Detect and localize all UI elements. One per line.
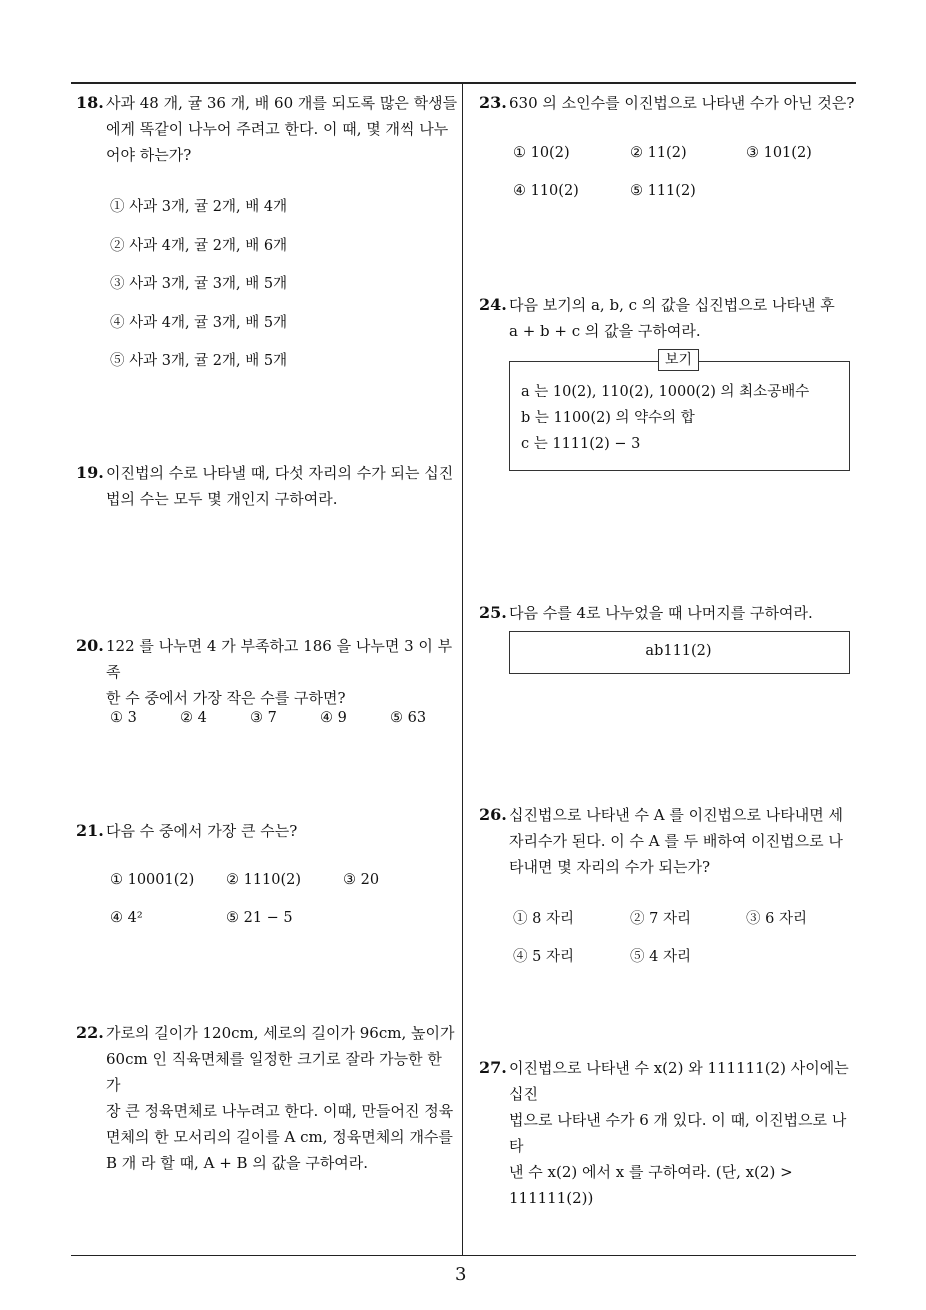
question-number: 26. (479, 805, 507, 824)
question-text-line: 십진법으로 나타낸 수 A 를 이진법으로 나타내면 세 (509, 806, 844, 824)
option-3[interactable]: ③ 20 (343, 872, 380, 888)
option-2[interactable]: ② 1110(2) (226, 872, 302, 888)
question-text-line: a + b + c 의 값을 구하여라. (509, 322, 701, 340)
column-divider (462, 82, 463, 1256)
question-number: 18. (76, 93, 104, 112)
option-2[interactable]: ② 사과 4개, 귤 2개, 배 6개 (110, 238, 288, 254)
option-2[interactable]: ② 4 (180, 710, 207, 726)
question-text-line: 630 의 소인수를 이진법으로 나타낸 수가 아닌 것은? (509, 94, 855, 112)
question-text-line: 다음 수를 4로 나누었을 때 나머지를 구하여라. (509, 604, 813, 622)
option-5[interactable]: ⑤ 21 − 5 (226, 910, 293, 926)
question-22 (76, 1020, 458, 1176)
option-2[interactable]: ② 11(2) (630, 145, 687, 161)
question-27 (479, 1055, 859, 1211)
expression-text: ab111(2) (645, 643, 712, 659)
example-line-c: c 는 1111(2) − 3 (521, 436, 641, 452)
question-number: 20. (76, 636, 104, 655)
page-number: 3 (455, 1264, 467, 1285)
question-text-line: 이진법의 수로 나타낼 때, 다섯 자리의 수가 되는 십진 (106, 464, 454, 482)
question-number: 24. (479, 295, 507, 314)
question-text-line: 사과 48 개, 귤 36 개, 배 60 개를 되도록 많은 학생들 (106, 94, 458, 112)
example-line-b: b 는 1100(2) 의 약수의 합 (521, 410, 695, 426)
question-text-line: 이진법으로 나타낸 수 x(2) 와 111111(2) 사이에는 십진 (509, 1059, 849, 1103)
question-number: 27. (479, 1058, 507, 1077)
question-text-line: 122 를 나누면 4 가 부족하고 186 을 나누면 3 이 부족 (106, 637, 453, 681)
question-18 (76, 90, 458, 168)
option-5[interactable]: ⑤ 4 자리 (630, 949, 691, 965)
question-text-line: 60cm 인 직육면체를 일정한 크기로 잘라 가능한 한 가 (106, 1050, 442, 1094)
question-25 (479, 600, 859, 626)
option-3[interactable]: ③ 6 자리 (746, 911, 807, 927)
option-4[interactable]: ④ 사과 4개, 귤 3개, 배 5개 (110, 315, 288, 331)
question-20 (76, 633, 458, 711)
question-text-line: 에게 똑같이 나누어 주려고 한다. 이 때, 몇 개씩 나누 (106, 120, 449, 138)
question-text-line: 한 수 중에서 가장 작은 수를 구하면? (106, 689, 346, 707)
bottom-rule (71, 1255, 856, 1256)
question-number: 22. (76, 1023, 104, 1042)
question-text-line: 타내면 몇 자리의 수가 되는가? (509, 858, 710, 876)
question-19 (76, 460, 458, 512)
option-5[interactable]: ⑤ 63 (390, 710, 427, 726)
option-5[interactable]: ⑤ 사과 3개, 귤 2개, 배 5개 (110, 353, 288, 369)
option-3[interactable]: ③ 사과 3개, 귤 3개, 배 5개 (110, 276, 288, 292)
question-text-line: 다음 수 중에서 가장 큰 수는? (106, 822, 298, 840)
question-text-line: 어야 하는가? (106, 146, 192, 164)
question-text-line: 낸 수 x(2) 에서 x 를 구하여라. (단, x(2) > 111111(2)) (509, 1163, 793, 1207)
top-rule (71, 82, 856, 84)
option-4[interactable]: ④ 5 자리 (513, 949, 574, 965)
option-4[interactable]: ④ 4² (110, 910, 143, 926)
option-3[interactable]: ③ 101(2) (746, 145, 812, 161)
question-number: 19. (76, 463, 104, 482)
question-text-line: 자리수가 된다. 이 수 A 를 두 배하여 이진법으로 나 (509, 832, 843, 850)
question-number: 25. (479, 603, 507, 622)
question-23 (479, 90, 859, 116)
option-2[interactable]: ② 7 자리 (630, 911, 691, 927)
option-1[interactable]: ① 사과 3개, 귤 2개, 배 4개 (110, 199, 288, 215)
question-text-line: 법의 수는 모두 몇 개인지 구하여라. (106, 490, 338, 508)
question-text-line: 면체의 한 모서리의 길이를 A cm, 정육면체의 개수를 (106, 1128, 453, 1146)
question-text-line: 다음 보기의 a, b, c 의 값을 십진법으로 나타낸 후 (509, 296, 835, 314)
question-26 (479, 802, 859, 880)
option-4[interactable]: ④ 9 (320, 710, 347, 726)
question-24 (479, 292, 859, 344)
question-number: 23. (479, 93, 507, 112)
option-5[interactable]: ⑤ 111(2) (630, 183, 696, 199)
option-1[interactable]: ① 8 자리 (513, 911, 574, 927)
question-21 (76, 818, 458, 844)
question-text-line: 장 큰 정육면체로 나누려고 한다. 이때, 만들어진 정육 (106, 1102, 454, 1120)
question-text-line: B 개 라 할 때, A + B 의 값을 구하여라. (106, 1154, 369, 1172)
example-line-a: a 는 10(2), 110(2), 1000(2) 의 최소공배수 (521, 384, 810, 400)
option-1[interactable]: ① 3 (110, 710, 137, 726)
example-box-tag: 보기 (658, 349, 699, 371)
option-3[interactable]: ③ 7 (250, 710, 277, 726)
question-text-line: 법으로 나타낸 수가 6 개 있다. 이 때, 이진법으로 나타 (509, 1111, 847, 1155)
option-1[interactable]: ① 10(2) (513, 145, 570, 161)
question-text-line: 가로의 길이가 120cm, 세로의 길이가 96cm, 높이가 (106, 1024, 455, 1042)
question-number: 21. (76, 821, 104, 840)
option-4[interactable]: ④ 110(2) (513, 183, 579, 199)
option-1[interactable]: ① 10001(2) (110, 872, 195, 888)
